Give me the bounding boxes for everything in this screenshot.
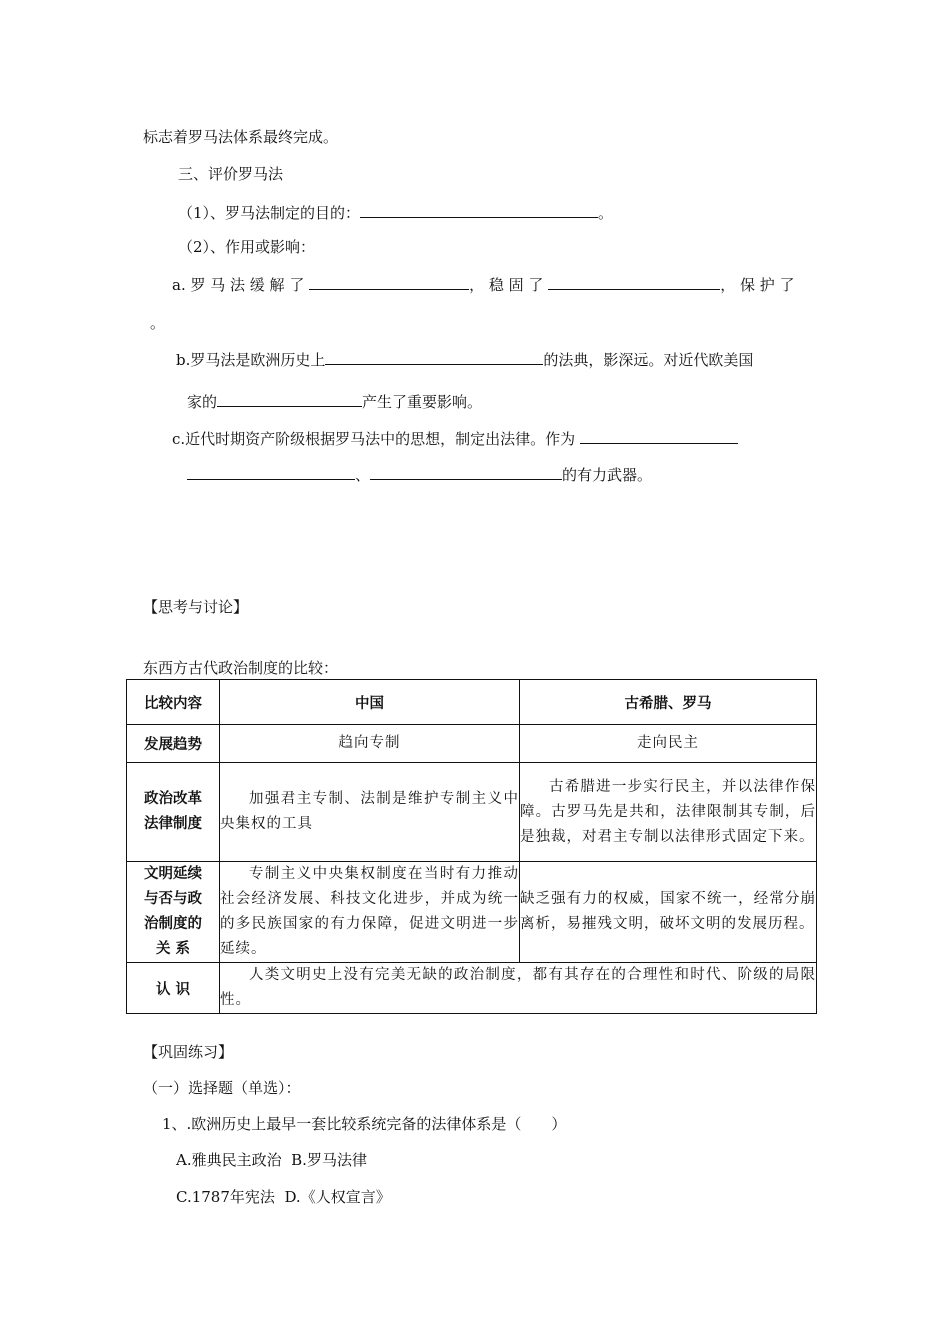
item-b2-prefix: 家的: [187, 393, 218, 411]
item-c2-sep: 、: [355, 466, 371, 484]
blank-a2[interactable]: [548, 273, 720, 290]
blank-c2[interactable]: [187, 463, 355, 480]
q1-suffix: 。: [598, 204, 614, 222]
table-title: 东西方古代政治制度的比较：: [143, 659, 339, 677]
question-2: （2）、作用或影响：: [178, 238, 316, 256]
blank-c1[interactable]: [580, 427, 738, 444]
q1-prefix: （1）、罗马法制定的目的：: [178, 204, 361, 222]
practice-part: （一）选择题（单选）：: [143, 1079, 301, 1097]
option-a[interactable]: A.雅典民主政治: [176, 1151, 282, 1169]
cell-west-reform: 古希腊进一步实行民主，并以法律作保障。古罗马先是共和，法律限制其专制，后是独裁，对君主专制以法律形式固定下来。: [520, 763, 817, 862]
item-b2-suffix: 产生了重要影响。: [362, 393, 483, 411]
discussion-heading: 【思考与讨论】: [143, 598, 249, 616]
item-b-mid: 的法典，影深远。对近代欧美国: [543, 351, 754, 369]
text-line-1: 标志着罗马法体系最终完成。: [143, 128, 339, 146]
comparison-table: [126, 679, 817, 1014]
item-c2-suffix: 的有力武器。: [562, 466, 653, 484]
cell-conclusion: 人类文明史上没有完美无缺的政治制度，都有其存在的合理性和时代、阶级的局限性。: [220, 963, 817, 1014]
option-d[interactable]: D.《人权宣言》: [284, 1188, 391, 1206]
item-a: [172, 273, 795, 295]
section-heading: 三、评价罗马法: [178, 165, 284, 183]
cell-china-relation: 专制主义中央集权制度在当时有力推动社会经济发展、科技文化进步，并成为统一的多民族国家的有力保障，促进文明进一步延续。: [220, 862, 520, 963]
options-row-1: [176, 1150, 367, 1170]
item-a-prefix: a. 罗 马 法 缓 解 了: [172, 276, 305, 294]
question-text: 1、.欧洲历史上最早一套比较系统完备的法律体系是（ ）: [162, 1115, 567, 1133]
table-header-row: [127, 680, 817, 725]
header-west: 古希腊、罗马: [520, 680, 817, 725]
question-1: [178, 201, 613, 223]
option-c[interactable]: C.1787年宪法: [176, 1188, 275, 1206]
item-a-end: 。: [150, 314, 166, 332]
cell-china-trend: 趋向专制: [220, 725, 520, 763]
option-b[interactable]: B.罗马法律: [291, 1151, 367, 1169]
options-row-2: [176, 1187, 391, 1207]
item-a-mid1: ， 稳 固 了: [469, 276, 544, 294]
item-c-line2: [187, 463, 652, 485]
blank-c3[interactable]: [370, 463, 562, 480]
item-b-prefix: b.罗马法是欧洲历史上: [176, 351, 326, 369]
item-b: [176, 348, 753, 370]
practice-heading: 【巩固练习】: [143, 1043, 234, 1061]
row-label-conclusion: 认 识: [127, 963, 220, 1014]
row-label-trend: 发展趋势: [127, 725, 220, 763]
item-b-line2: [187, 390, 482, 412]
blank-purpose[interactable]: [360, 201, 598, 218]
blank-b1[interactable]: [325, 348, 543, 365]
item-c-prefix: c.近代时期资产阶级根据罗马法中的思想，制定出法律。作为: [172, 430, 576, 448]
blank-b2[interactable]: [217, 390, 362, 407]
table-row: [127, 963, 817, 1014]
cell-west-relation: 缺乏强有力的权威，国家不统一，经常分崩离析，易摧残文明，破坏文明的发展历程。: [520, 862, 817, 963]
cell-west-trend: 走向民主: [520, 725, 817, 763]
header-compare: 比较内容: [127, 680, 220, 725]
blank-a1[interactable]: [309, 273, 469, 290]
item-c: [172, 427, 738, 449]
header-china: 中国: [220, 680, 520, 725]
table-row: [127, 725, 817, 763]
item-a-mid2: ， 保 护 了: [720, 276, 795, 294]
table-row: [127, 862, 817, 963]
row-label-reform: 政治改革法律制度: [127, 763, 220, 862]
table-row: [127, 763, 817, 862]
row-label-relation: 文明延续与否与政治制度的关 系: [127, 862, 220, 963]
cell-china-reform: 加强君主专制、法制是维护专制主义中央集权的工具: [220, 763, 520, 862]
